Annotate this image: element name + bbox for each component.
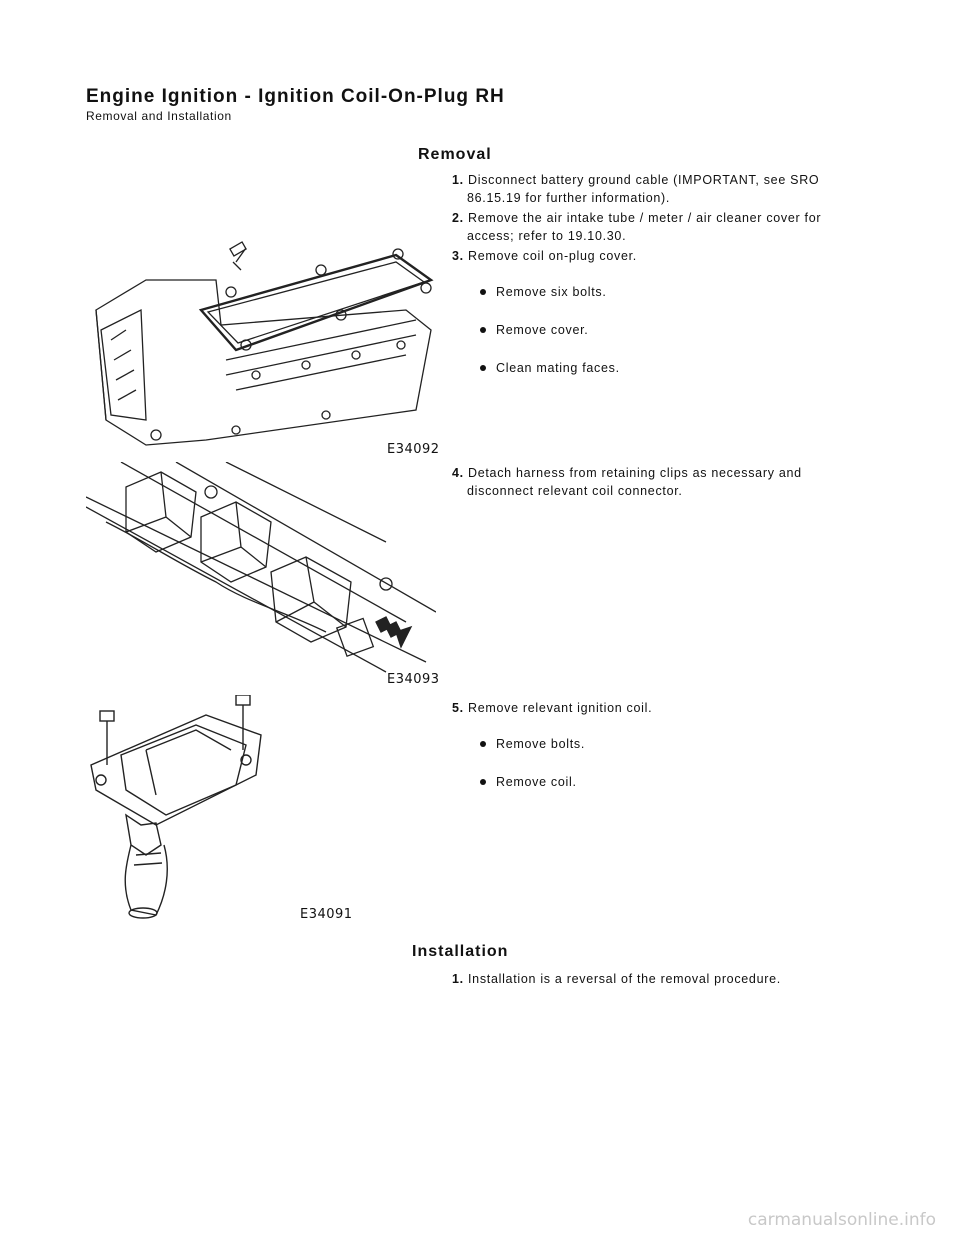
step-number: 1. [452, 173, 464, 187]
coil-connectors-illustration [86, 462, 436, 690]
step-number: 2. [452, 211, 464, 225]
step-text: Remove the air intake tube / meter / air cleaner cover for access; refer to 19.10.30. [463, 211, 822, 243]
step-text: Remove relevant ignition coil. [463, 701, 653, 715]
page-subtitle: Removal and Installation [86, 109, 232, 123]
step-number: 5. [452, 701, 464, 715]
figure-label: E34091 [300, 907, 353, 922]
removal-step-5 [452, 699, 857, 717]
step-text: Remove coil on-plug cover. [463, 249, 637, 263]
step-text: Disconnect battery ground cable (IMPORTANT, see SRO 86.15.19 for further information). [463, 173, 820, 205]
bullet-item: Remove coil. [480, 775, 577, 789]
installation-heading: Installation [412, 943, 509, 960]
bullet-icon [480, 289, 486, 295]
bullet-icon [480, 779, 486, 785]
bullet-item: Remove bolts. [480, 737, 585, 751]
bullet-item: Remove cover. [480, 323, 588, 337]
step-number: 3. [452, 249, 464, 263]
watermark: carmanualsonline.info [747, 1210, 936, 1230]
removal-heading: Removal [418, 146, 492, 163]
bullet-item: Remove six bolts. [480, 285, 607, 299]
step-text: Detach harness from retaining clips as necessary and disconnect relevant coil connector. [463, 466, 802, 498]
figure-label: E34093 [387, 672, 440, 687]
bullet-icon [480, 741, 486, 747]
removal-step-3 [452, 247, 857, 265]
step-number: 1. [452, 972, 464, 986]
step-text: Installation is a reversal of the removal procedure. [463, 972, 781, 986]
removal-step-1 [452, 171, 857, 207]
removal-step-4 [452, 464, 857, 500]
ignition-coil-illustration [86, 695, 356, 925]
page-title: Engine Ignition - Ignition Coil-On-Plug RH [86, 86, 505, 107]
removal-step-2 [452, 209, 857, 245]
engine-cover-illustration [86, 240, 436, 460]
figure-label: E34092 [387, 442, 440, 457]
step-number: 4. [452, 466, 464, 480]
bullet-item: Clean mating faces. [480, 361, 620, 375]
bullet-icon [480, 365, 486, 371]
bullet-icon [480, 327, 486, 333]
installation-step-1 [452, 970, 857, 988]
